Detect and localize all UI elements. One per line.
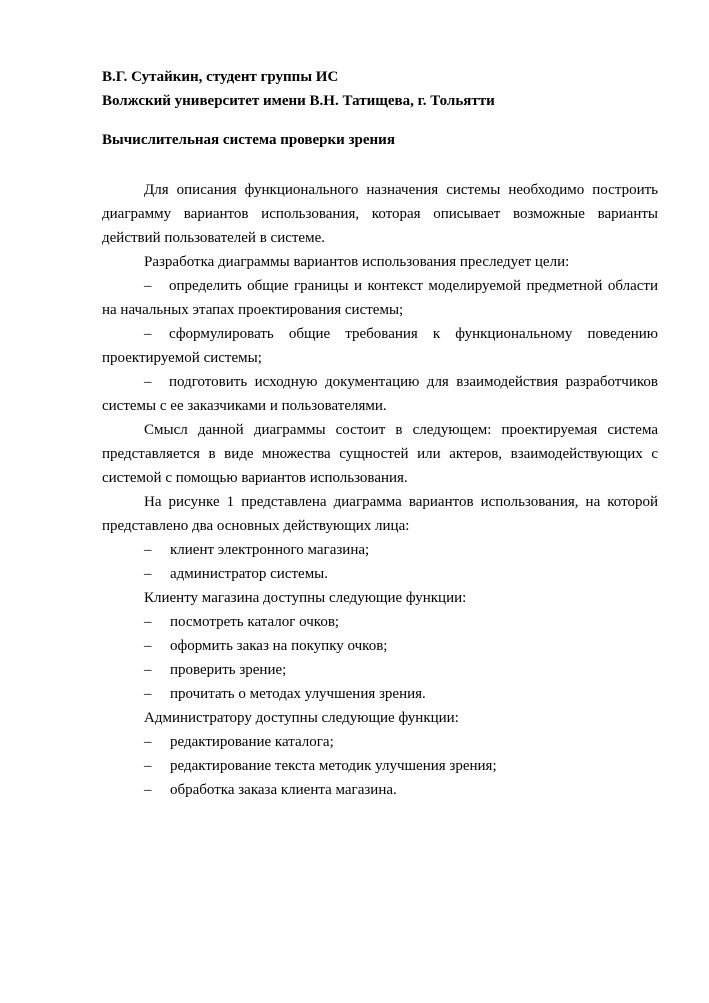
dash-marker: – [144, 374, 152, 390]
list-item [102, 538, 658, 562]
author-line: В.Г. Сутайкин, студент группы ИС [102, 69, 339, 85]
paragraph-figure: На рисунке 1 представлена диаграмма вариантов использования, на которой представлено два основных действующих лица: [102, 494, 658, 534]
dash-marker: – [144, 542, 152, 558]
list-item [102, 730, 658, 754]
list-item [102, 562, 658, 586]
list-item-text: проверить зрение; [170, 662, 287, 678]
list-item [102, 682, 658, 706]
dash-marker: – [144, 686, 152, 702]
paragraph-meaning: Смысл данной диаграммы состоит в следующем: проектируемая система представляется в виде множества сущностей или актеров, взаимодействующих с системой с помощью вариантов использования. [102, 422, 658, 486]
paragraph-goals-intro: Разработка диаграммы вариантов использования преследует цели: [144, 254, 570, 270]
goal-text: определить общие границы и контекст моделируемой предметной области на начальных этапах проектирования системы; [102, 278, 658, 318]
actors-list [102, 538, 658, 586]
list-item-text: редактирование текста методик улучшения зрения; [170, 758, 497, 774]
goal-item [102, 274, 658, 322]
list-item [102, 610, 658, 634]
paragraph-intro: Для описания функционального назначения системы необходимо построить диаграмму вариантов использования, которая описывает возможные варианты действий пользователей в системе. [102, 182, 658, 246]
affiliation-line: Волжский университет имени В.Н. Татищева, г. Тольятти [102, 93, 495, 109]
list-item [102, 634, 658, 658]
dash-marker: – [144, 566, 152, 582]
dash-marker: – [144, 662, 152, 678]
dash-marker: – [144, 278, 152, 294]
goal-text: подготовить исходную документацию для взаимодействия разработчиков системы с ее заказчиками и пользователями. [102, 374, 658, 414]
dash-marker: – [144, 758, 152, 774]
paragraph-client-intro: Клиенту магазина доступны следующие функции: [144, 590, 467, 606]
list-item-text: клиент электронного магазина; [170, 542, 370, 558]
article-title: Вычислительная система проверки зрения [102, 132, 395, 148]
goal-item [102, 322, 658, 370]
dash-marker: – [144, 782, 152, 798]
list-item-text: посмотреть каталог очков; [170, 614, 340, 630]
list-item-text: обработка заказа клиента магазина. [170, 782, 397, 798]
list-item-text: редактирование каталога; [170, 734, 334, 750]
paragraph-admin-intro: Администратору доступны следующие функции: [144, 710, 459, 726]
goal-text: сформулировать общие требования к функциональному поведению проектируемой системы; [102, 326, 658, 366]
goal-item [102, 370, 658, 418]
dash-marker: – [144, 734, 152, 750]
list-item [102, 778, 658, 802]
list-item [102, 754, 658, 778]
dash-marker: – [144, 638, 152, 654]
admin-functions-list [102, 730, 658, 802]
client-functions-list [102, 610, 658, 706]
dash-marker: – [144, 614, 152, 630]
list-item-text: оформить заказ на покупку очков; [170, 638, 388, 654]
dash-marker: – [144, 326, 152, 342]
author-header [102, 65, 662, 113]
list-item [102, 658, 658, 682]
article-body [102, 178, 658, 802]
list-item-text: прочитать о методах улучшения зрения. [170, 686, 426, 702]
list-item-text: администратор системы. [170, 566, 329, 582]
